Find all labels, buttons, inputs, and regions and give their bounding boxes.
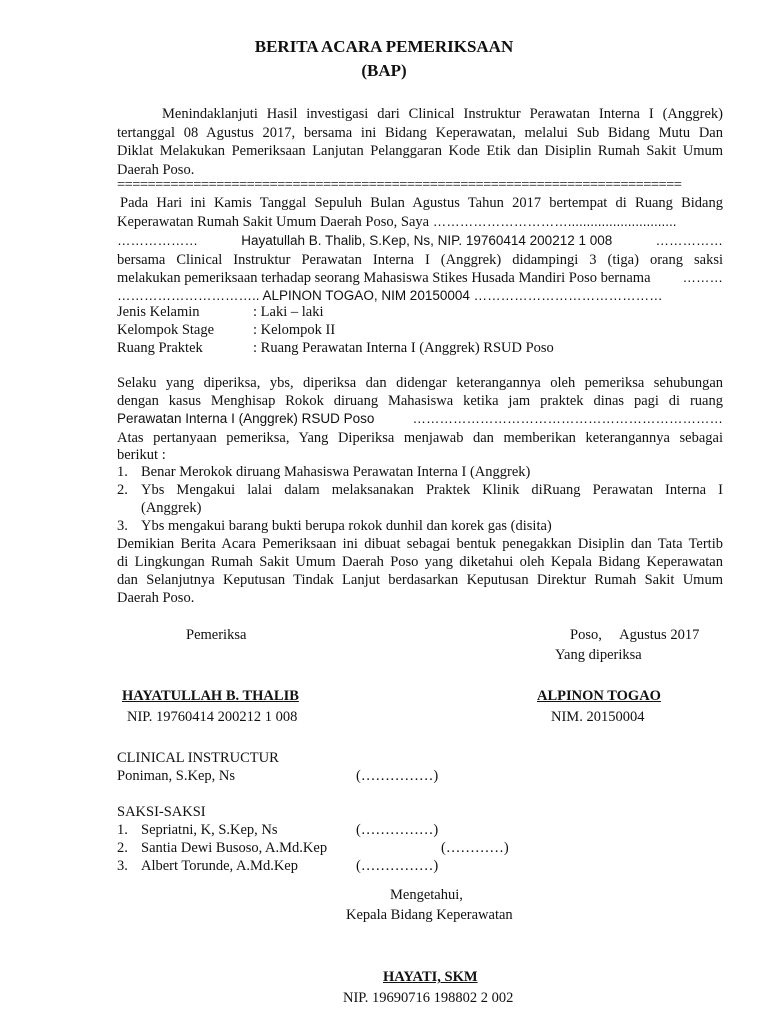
acknowledged-label: Mengetahui, <box>390 887 463 903</box>
examinee-name: ALPINON TOGAO <box>537 688 661 704</box>
closing-line-2: di Lingkungan Rumah Sakit Umum Daerah Poso yang diketahui oleh Kepala Bidang Keperawatan <box>117 554 723 570</box>
statement-line-6-dots-a: ………………………….. <box>117 288 260 303</box>
examiner-label: Pemeriksa <box>186 627 247 643</box>
exam-line-2: dengan kasus Menghisap Rokok diruang Mahasiswa ketika jam praktek dinas pagi di ruang <box>117 393 723 409</box>
intro-line-3: Diklat Melakukan Pemeriksaan Lanjutan Pelanggaran Kode Etik dan Disiplin Rumah Sakit Umum <box>117 143 723 159</box>
answer-text-2-cont: (Anggrek) <box>141 500 202 516</box>
place-date: Poso, Agustus 2017 <box>570 627 700 643</box>
witness-signature-3: (……………) <box>356 858 439 874</box>
witness-number-2: 2. <box>117 840 128 856</box>
closing-line-1: Demikian Berita Acara Pemeriksaan ini dibuat sebagai bentuk penegakkan Disiplin dan Tata Tertib <box>117 536 723 552</box>
statement-line-2-dots: …………………………............................. <box>432 214 677 229</box>
exam-line-1: Selaku yang diperiksa, ybs, diperiksa dan didengar keterangannya oleh pemeriksa sehubungan <box>117 375 723 391</box>
witness-signature-1: (……………) <box>356 822 439 838</box>
detail-label-ward: Ruang Praktek <box>117 340 203 356</box>
separator-line: ========================================================================== <box>117 177 682 193</box>
answer-text-2: Ybs Mengakui lalai dalam melaksanakan Praktek Klinik diRuang Perawatan Interna I <box>141 482 723 498</box>
statement-line-5-dots: ……… <box>682 270 723 285</box>
answer-number-1: 1. <box>117 464 128 480</box>
closing-line-3: dan Selanjutnya Keputusan Tindak Lanjut berdasarkan Keputusan Direktur Rumah Sakit Umum <box>117 572 723 588</box>
document-title: BERITA ACARA PEMERIKSAAN <box>254 37 514 56</box>
detail-label-group: Kelompok Stage <box>117 322 215 338</box>
instructor-heading: CLINICAL INSTRUCTUR <box>117 750 279 766</box>
statement-line-1: Pada Hari ini Kamis Tanggal Sepuluh Bulan Agustus Tahun 2017 bertempat di Ruang Bidang <box>120 195 723 211</box>
document-subtitle: (BAP) <box>361 61 407 80</box>
witnesses-heading: SAKSI-SAKSI <box>117 804 206 820</box>
statement-line-5 <box>117 269 723 287</box>
detail-value-gender: : Laki – laki <box>253 304 324 320</box>
instructor-name: Poniman, S.Kep, Ns <box>117 768 236 784</box>
detail-value-ward: : Ruang Perawatan Interna I (Anggrek) RSUD Poso <box>253 340 554 356</box>
instructor-signature-line: (……………) <box>356 768 439 784</box>
witness-signature-2: (…………) <box>441 840 509 856</box>
head-name: HAYATI, SKM <box>383 969 478 985</box>
statement-line-3 <box>117 232 723 250</box>
witness-name-3: Albert Torunde, A.Md.Kep <box>141 858 298 874</box>
examiner-name: HAYATULLAH B. THALIB <box>122 688 299 704</box>
exam-line-3-text: Perawatan Interna I (Anggrek) RSUD Poso <box>117 411 375 426</box>
statement-line-3-dots-a: ……………… <box>117 233 198 248</box>
exam-line-3 <box>117 410 723 428</box>
statement-line-2 <box>117 213 676 231</box>
answer-text-3: Ybs mengakui barang bukti berupa rokok dunhil dan korek gas (disita) <box>141 518 552 534</box>
intro-line-1: Menindaklanjuti Hasil investigasi dari Clinical Instruktur Perawatan Interna I (Anggrek) <box>162 106 723 122</box>
witness-name-1: Sepriatni, K, S.Kep, Ns <box>141 822 278 838</box>
answer-number-2: 2. <box>117 482 128 498</box>
answer-number-3: 3. <box>117 518 128 534</box>
answer-text-1: Benar Merokok diruang Mahasiswa Perawatan Interna I (Anggrek) <box>141 464 531 480</box>
witness-number-1: 1. <box>117 822 128 838</box>
exam-line-5: berikut : <box>117 447 166 463</box>
witness-number-3: 3. <box>117 858 128 874</box>
statement-line-2-text: Keperawatan Rumah Sakit Umum Daerah Poso, Saya <box>117 214 430 230</box>
exam-line-4: Atas pertanyaan pemeriksa, Yang Diperiksa menjawab dan memberikan keterangannya sebagai <box>117 430 723 446</box>
exam-line-3-dots: …………………………………………………………… <box>412 411 723 426</box>
head-nip: NIP. 19690716 198802 2 002 <box>343 990 514 1006</box>
detail-label-gender: Jenis Kelamin <box>117 304 200 320</box>
closing-line-4: Daerah Poso. <box>117 590 195 606</box>
witness-name-2: Santia Dewi Busoso, A.Md.Kep <box>141 840 328 856</box>
examiner-nip: NIP. 19760414 200212 1 008 <box>127 709 298 725</box>
examinee-label: Yang diperiksa <box>555 647 642 663</box>
statement-line-4: bersama Clinical Instruktur Perawatan Interna I (Anggrek) didampingi 3 (tiga) orang saksi <box>117 252 723 268</box>
statement-line-6-dots-b: …………………………………… <box>473 288 663 303</box>
intro-line-2: tertanggal 08 Agustus 2017, bersama ini Bidang Keperawatan, melalui Sub Bidang Mutu Dan <box>117 125 723 141</box>
examinee-nim: NIM. 20150004 <box>551 709 645 725</box>
detail-value-group: : Kelompok II <box>253 322 336 338</box>
statement-line-3-dots-b: …………… <box>655 233 723 248</box>
examinee-identity: ALPINON TOGAO, NIM 20150004 <box>262 288 470 303</box>
intro-line-4: Daerah Poso. <box>117 162 195 178</box>
head-position: Kepala Bidang Keperawatan <box>346 907 513 923</box>
examiner-identity: Hayatullah B. Thalib, S.Kep, Ns, NIP. 19760414 200212 1 008 <box>241 233 613 248</box>
statement-line-5-text: melakukan pemeriksaan terhadap seorang Mahasiswa Stikes Husada Mandiri Poso bernama <box>117 270 651 286</box>
